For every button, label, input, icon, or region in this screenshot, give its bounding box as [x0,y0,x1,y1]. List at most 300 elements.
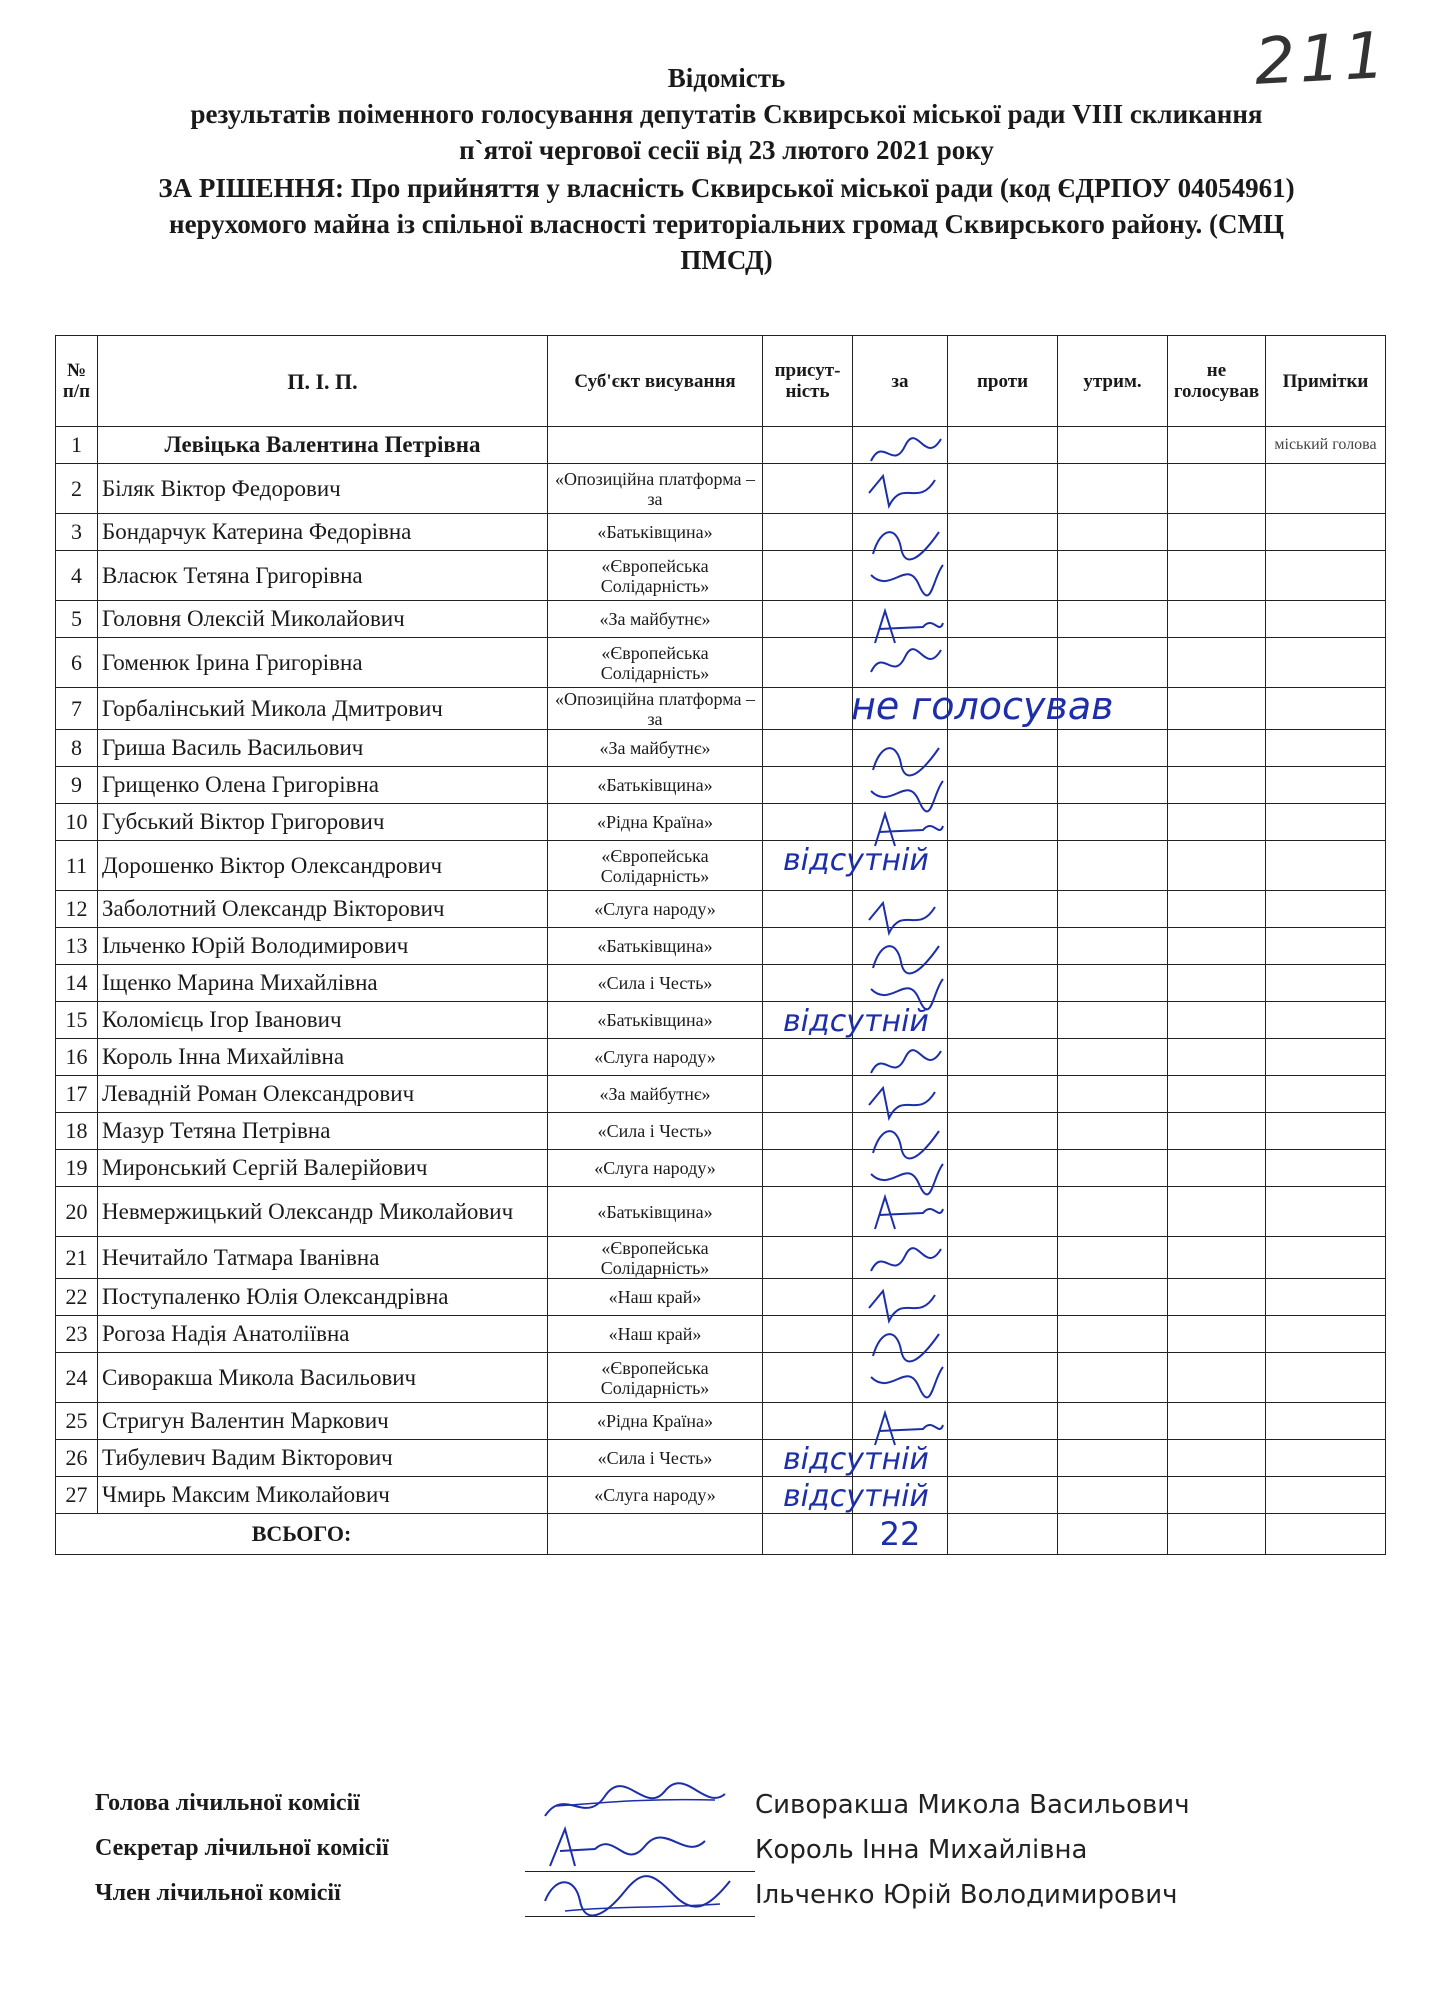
deputy-name: Коломієць Ігор Іванович [98,1002,548,1039]
deputy-name: Невмержицький Олександр Миколайович [98,1187,548,1237]
row-number: 13 [56,928,98,965]
vote-abstain-cell [1058,730,1168,767]
row-number: 11 [56,841,98,891]
deputy-note [1266,1150,1386,1187]
deputy-name: Горбалінський Микола Дмитрович [98,688,548,730]
deputy-party: «Сила і Честь» [548,1113,763,1150]
deputy-note [1266,1113,1386,1150]
deputy-note [1266,804,1386,841]
vote-for-cell [853,965,948,1002]
table-row [56,1403,1386,1440]
vote-against-cell [948,804,1058,841]
deputy-note [1266,891,1386,928]
vote-not-voted-cell [1168,688,1266,730]
deputy-name: Дорошенко Віктор Олександрович [98,841,548,891]
deputy-name: Грищенко Олена Григорівна [98,767,548,804]
vote-abstain-cell [1058,891,1168,928]
row-number: 22 [56,1279,98,1316]
vote-abstain-cell [1058,1316,1168,1353]
vote-not-voted-cell [1168,551,1266,601]
vote-signature [863,1241,943,1283]
row-number: 1 [56,427,98,464]
vote-against-cell [948,767,1058,804]
present-cell [763,464,853,514]
vote-against-cell [948,427,1058,464]
deputy-note [1266,1039,1386,1076]
present-cell [763,688,853,730]
vote-against-cell [948,1237,1058,1279]
deputy-note [1266,1237,1386,1279]
row-number: 4 [56,551,98,601]
deputy-note [1266,1353,1386,1403]
vote-for-cell [853,427,948,464]
vote-not-voted-cell [1168,1076,1266,1113]
deputy-party: «Наш край» [548,1316,763,1353]
header-name: П. І. П. [98,336,548,427]
vote-for-cell [853,638,948,688]
deputy-name: Нечитайло Татмара Іванівна [98,1237,548,1279]
vote-against-cell [948,638,1058,688]
document-subtitle-line2: п`ятої чергової сесії від 23 лютого 2021 року [459,135,994,165]
vote-abstain-cell [1058,767,1168,804]
deputy-note [1266,965,1386,1002]
table-row [56,514,1386,551]
table-row [56,1187,1386,1237]
vote-abstain-cell [1058,1113,1168,1150]
vote-against-cell [948,1279,1058,1316]
table-row [56,928,1386,965]
page-number-handwritten: 211 [1252,18,1391,100]
vote-against-cell [948,464,1058,514]
table-row [56,1039,1386,1076]
header-present: присут-ність [763,336,853,427]
table-row [56,1002,1386,1039]
voting-table [55,335,1386,1555]
row-number: 14 [56,965,98,1002]
row-number: 25 [56,1403,98,1440]
row-number: 18 [56,1113,98,1150]
row-number: 16 [56,1039,98,1076]
total-party-cell [548,1514,763,1555]
document-heading [40,60,1413,278]
deputy-note [1266,928,1386,965]
vote-against-cell [948,965,1058,1002]
table-row [56,1237,1386,1279]
deputy-name: Поступаленко Юлія Олександрівна [98,1279,548,1316]
deputy-name: Губський Віктор Григорович [98,804,548,841]
deputy-name: Ільченко Юрій Володимирович [98,928,548,965]
vote-against-cell [948,891,1058,928]
handwritten-vote-note: не голосував [851,684,1114,728]
deputy-note [1266,767,1386,804]
row-number: 7 [56,688,98,730]
vote-not-voted-cell [1168,1279,1266,1316]
deputy-party: «Європейська Солідарність» [548,638,763,688]
table-row [56,601,1386,638]
present-cell [763,1353,853,1403]
vote-for-cell [853,551,948,601]
vote-against-cell [948,730,1058,767]
row-number: 27 [56,1477,98,1514]
deputy-party: «Батьківщина» [548,767,763,804]
header-not-voted: не голосував [1168,336,1266,427]
vote-against-cell [948,1076,1058,1113]
voting-table-body [56,427,1386,1514]
total-abstain-cell [1058,1514,1168,1555]
deputy-party [548,427,763,464]
deputy-party: «Опозиційна платформа – за [548,688,763,730]
present-cell [763,601,853,638]
deputy-note [1266,841,1386,891]
deputy-party: «Слуга народу» [548,891,763,928]
table-row [56,427,1386,464]
deputy-name: Заболотний Олександр Вікторович [98,891,548,928]
row-number: 26 [56,1440,98,1477]
deputy-note [1266,601,1386,638]
total-against-cell [948,1514,1058,1555]
deputy-note [1266,1440,1386,1477]
deputy-party: «Слуга народу» [548,1477,763,1514]
vote-abstain-cell [1058,427,1168,464]
handwritten-vote-note: відсутній [783,1004,929,1039]
deputy-note [1266,1279,1386,1316]
row-number: 12 [56,891,98,928]
vote-for-cell [853,804,948,841]
vote-not-voted-cell [1168,730,1266,767]
vote-abstain-cell [1058,965,1168,1002]
row-number: 3 [56,514,98,551]
table-row [56,1076,1386,1113]
header-party: Суб'єкт висування [548,336,763,427]
vote-for-cell [853,1353,948,1403]
vote-against-cell [948,1477,1058,1514]
deputy-name: Гриша Василь Васильович [98,730,548,767]
vote-not-voted-cell [1168,1316,1266,1353]
commission-secretary-row [95,1835,1395,1875]
counting-commission [95,1790,1395,1950]
total-present-cell [763,1514,853,1555]
document-subtitle-line1: результатів поіменного голосування депутатів Сквирської міської ради VIII скликання [190,99,1263,129]
deputy-party: «Батьківщина» [548,928,763,965]
table-row [56,891,1386,928]
vote-against-cell [948,551,1058,601]
vote-against-cell [948,1403,1058,1440]
total-for-value: 22 [853,1514,948,1555]
deputy-name: Власюк Тетяна Григорівна [98,551,548,601]
table-row [56,688,1386,730]
vote-against-cell [948,1150,1058,1187]
table-row [56,1279,1386,1316]
deputy-party: «Батьківщина» [548,514,763,551]
vote-for-cell [851,684,1114,730]
deputy-name: Іщенко Марина Михайлівна [98,965,548,1002]
vote-abstain-cell [1058,1353,1168,1403]
vote-for-cell [853,1237,948,1279]
deputy-name: Чмирь Максим Миколайович [98,1477,548,1514]
table-row [56,965,1386,1002]
vote-against-cell [948,1002,1058,1039]
deputy-note [1266,514,1386,551]
vote-signature [863,642,943,684]
commission-chair-row [95,1790,1395,1830]
vote-against-cell [948,1187,1058,1237]
deputy-party: «Європейська Солідарність» [548,841,763,891]
deputy-party: «Європейська Солідарність» [548,1353,763,1403]
table-row [56,1316,1386,1353]
row-number: 21 [56,1237,98,1279]
vote-against-cell [948,1113,1058,1150]
present-cell [763,1403,853,1440]
deputy-name: Стригун Валентин Маркович [98,1403,548,1440]
header-note: Примітки [1266,336,1386,427]
deputy-party: «Сила і Честь» [548,965,763,1002]
vote-for-cell [783,1440,948,1477]
deputy-party: «Батьківщина» [548,1002,763,1039]
deputy-note [1266,730,1386,767]
vote-for-cell [853,928,948,965]
deputy-note [1266,1002,1386,1039]
deputy-note [1266,688,1386,730]
vote-against-cell [948,1316,1058,1353]
vote-abstain-cell [1058,841,1168,891]
vote-for-cell [783,1477,948,1514]
vote-not-voted-cell [1168,1353,1266,1403]
vote-not-voted-cell [1168,804,1266,841]
vote-for-cell [853,601,948,638]
member-signature [535,1866,735,1922]
vote-not-voted-cell [1168,638,1266,688]
vote-against-cell [948,1440,1058,1477]
document-title: Відомість [667,63,786,93]
present-cell [763,514,853,551]
vote-for-cell [853,891,948,928]
present-cell [763,1150,853,1187]
vote-not-voted-cell [1168,464,1266,514]
deputy-note [1266,638,1386,688]
vote-for-cell [853,464,948,514]
decision-line3: ПМСД) [680,245,773,275]
vote-against-cell [948,841,1058,891]
vote-against-cell [948,601,1058,638]
row-number: 15 [56,1002,98,1039]
deputy-name: Головня Олексій Миколайович [98,601,548,638]
deputy-name: Король Інна Михайлівна [98,1039,548,1076]
deputy-note [1266,1316,1386,1353]
present-cell [763,638,853,688]
present-cell [763,1039,853,1076]
vote-abstain-cell [1058,551,1168,601]
table-row [56,804,1386,841]
vote-abstain-cell [1058,601,1168,638]
vote-not-voted-cell [1168,601,1266,638]
deputy-note: міський голова [1266,427,1386,464]
header-against: проти [948,336,1058,427]
vote-signature [863,468,943,510]
vote-not-voted-cell [1168,514,1266,551]
header-abstain: утрим. [1058,336,1168,427]
row-number: 20 [56,1187,98,1237]
present-cell [763,1279,853,1316]
vote-not-voted-cell [1168,1039,1266,1076]
deputy-party: «Рідна Країна» [548,1403,763,1440]
vote-not-voted-cell [1168,891,1266,928]
table-row [56,1477,1386,1514]
table-row [56,767,1386,804]
deputy-party: «За майбутнє» [548,1076,763,1113]
deputy-party: «Опозиційна платформа – за [548,464,763,514]
present-cell [763,1076,853,1113]
deputy-party: «Європейська Солідарність» [548,1237,763,1279]
total-label: ВСЬОГО: [56,1514,548,1555]
row-number: 2 [56,464,98,514]
vote-for-cell [853,730,948,767]
deputy-note [1266,1076,1386,1113]
vote-abstain-cell [1058,1187,1168,1237]
present-cell [763,427,853,464]
deputy-party: «Слуга народу» [548,1150,763,1187]
present-cell [763,551,853,601]
deputy-party: «За майбутнє» [548,730,763,767]
deputy-note [1266,1477,1386,1514]
vote-not-voted-cell [1168,965,1266,1002]
secretary-name: Король Інна Михайлівна [755,1835,1088,1865]
vote-not-voted-cell [1168,767,1266,804]
row-number: 8 [56,730,98,767]
vote-not-voted-cell [1168,928,1266,965]
vote-abstain-cell [1058,1150,1168,1187]
row-number: 24 [56,1353,98,1403]
row-number: 10 [56,804,98,841]
secretary-role: Секретар лічильної комісії [95,1835,389,1861]
deputy-party: «Батьківщина» [548,1187,763,1237]
table-row [56,638,1386,688]
vote-abstain-cell [1058,1039,1168,1076]
present-cell [763,730,853,767]
vote-not-voted-cell [1168,427,1266,464]
header-for: за [853,336,948,427]
present-cell [763,804,853,841]
vote-not-voted-cell [1168,1237,1266,1279]
deputy-name: Сиворакша Микола Васильович [98,1353,548,1403]
vote-not-voted-cell [1168,841,1266,891]
deputy-name: Бондарчук Катерина Федорівна [98,514,548,551]
vote-abstain-cell [1058,1477,1168,1514]
deputy-note [1266,1403,1386,1440]
vote-for-cell [783,841,948,891]
vote-abstain-cell [1058,1440,1168,1477]
table-row [56,464,1386,514]
vote-for-cell [783,1002,948,1039]
present-cell [763,767,853,804]
row-number: 19 [56,1150,98,1187]
vote-for-cell [853,767,948,804]
vote-not-voted-cell [1168,1403,1266,1440]
member-role: Член лічильної комісії [95,1880,341,1906]
decision-line1: ЗА РІШЕННЯ: Про прийняття у власність Сквирської міської ради (код ЄДРПОУ 04054961) [158,173,1295,203]
vote-not-voted-cell [1168,1113,1266,1150]
vote-signature [863,555,943,597]
decision-line2: нерухомого майна із спільної власності територіальних громад Сквирського району. (СМЦ [169,209,1284,239]
vote-signature [863,1191,943,1233]
table-header-row [56,336,1386,427]
present-cell [763,928,853,965]
vote-for-cell [853,1279,948,1316]
deputy-party: «Наш край» [548,1279,763,1316]
vote-abstain-cell [1058,464,1168,514]
row-number: 5 [56,601,98,638]
table-row [56,1353,1386,1403]
vote-not-voted-cell [1168,1002,1266,1039]
deputy-name: Мазур Тетяна Петрівна [98,1113,548,1150]
vote-for-cell [853,1150,948,1187]
vote-abstain-cell [1058,638,1168,688]
row-number: 17 [56,1076,98,1113]
vote-abstain-cell [1058,1403,1168,1440]
present-cell [763,1237,853,1279]
vote-abstain-cell [1058,1002,1168,1039]
vote-abstain-cell [1058,804,1168,841]
table-row [56,1440,1386,1477]
deputy-name: Гоменюк Ірина Григорівна [98,638,548,688]
deputy-note [1266,464,1386,514]
handwritten-vote-note: відсутній [783,1442,929,1477]
vote-abstain-cell [1058,928,1168,965]
row-number: 23 [56,1316,98,1353]
vote-not-voted-cell [1168,1477,1266,1514]
handwritten-vote-note: відсутній [783,1479,929,1514]
member-name: Ільченко Юрій Володимирович [755,1880,1178,1910]
vote-for-cell [853,1039,948,1076]
present-cell [763,1316,853,1353]
deputy-name: Біляк Віктор Федорович [98,464,548,514]
vote-abstain-cell [1058,1237,1168,1279]
present-cell [763,1113,853,1150]
deputy-party: «За майбутнє» [548,601,763,638]
vote-for-cell [853,514,948,551]
deputy-party: «Слуга народу» [548,1039,763,1076]
vote-abstain-cell [1058,1076,1168,1113]
table-row [56,730,1386,767]
header-num: № п/п [56,336,98,427]
table-row [56,841,1386,891]
row-number: 6 [56,638,98,688]
chair-role: Голова лічильної комісії [95,1790,360,1816]
vote-for-cell [853,1113,948,1150]
deputy-note [1266,1187,1386,1237]
vote-not-voted-cell [1168,1440,1266,1477]
table-row [56,1150,1386,1187]
deputy-party: «Рідна Країна» [548,804,763,841]
chair-name: Сиворакша Микола Васильович [755,1790,1190,1820]
total-note-cell [1266,1514,1386,1555]
vote-signature [863,1357,943,1399]
deputy-name: Левадній Роман Олександрович [98,1076,548,1113]
total-row [56,1514,1386,1555]
present-cell [763,1187,853,1237]
vote-abstain-cell [1058,514,1168,551]
deputy-note [1266,551,1386,601]
present-cell [763,965,853,1002]
deputy-name: Миронський Сергій Валерійович [98,1150,548,1187]
table-row [56,551,1386,601]
vote-not-voted-cell [1168,1187,1266,1237]
vote-against-cell [948,928,1058,965]
vote-against-cell [948,1353,1058,1403]
row-number: 9 [56,767,98,804]
vote-for-cell [853,1403,948,1440]
present-cell [763,891,853,928]
vote-against-cell [948,1039,1058,1076]
